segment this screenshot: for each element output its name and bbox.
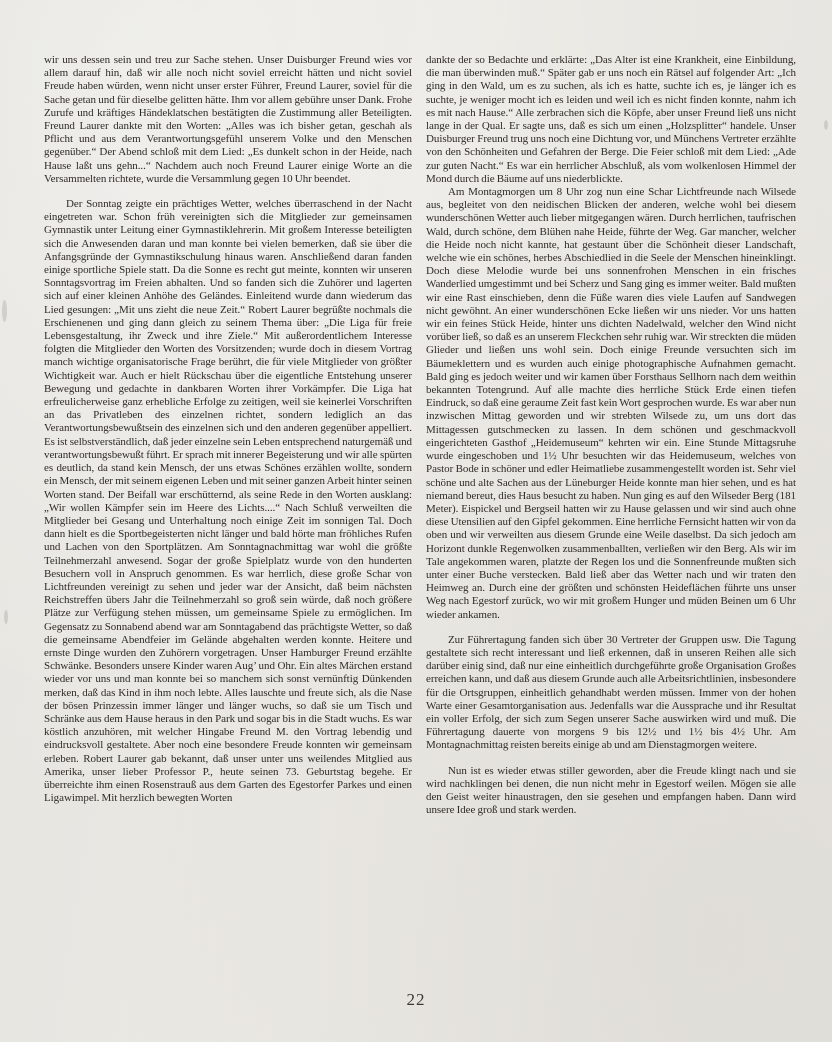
paragraph: Am Montagmorgen um 8 Uhr zog nun eine Schar Lichtfreunde nach Wilsede aus, begleitet von den neidischen Blicken der anderen, welche wohl bei diesem wunderschönen Wetter auch lieber mitgegangen wären. Durch herrlichen, taufrischen Wald, durch schöne, dem Blühen nahe Heide, führte der Weg. Gar mancher, welcher die Heide noch nicht kannte, hat gestaunt über die Schönheit dieser Landschaft, welche wie ein schönes, herbes Abschiedlied in die Seele der Menschen hineinklingt. Doch diese Melodie wurde bei uns sonnenfrohen Menschen in ein frisches Wanderlied umgestimmt und bei Scherz und Sang ging es immer weiter. Bald mußten wir eine Rast einschieben, denn die Füße waren dies viele Laufen auf Sandwegen nicht gewöhnt. An einer wunderschönen Ecke ließen wir uns nieder. Vor uns hatten wir ein feines Stück Heide, hinter uns dichten Nadelwald, welcher den Wind nicht vorüber ließ, so daß es an unserem Fleckchen sehr ruhig war. Wir streckten die müden Glieder und ließen uns wohl sein. Doch einige Freunde versuchten sich im Bäumeklettern und es wurden auch einige photographische Aufnahmen gemacht. Bald ging es jedoch weiter und wir kamen über Forsthaus Sellhorn nach dem weithin bekannten Totengrund. Auf alle machte dies herrliche Stück Erde einen tiefen Eindruck, so daß eine geraume Zeit fast kein Wort gesprochen wurde. Es war aber nun inzwischen Mittag geworden und wir strebten Wilsede zu, um uns dort das Mittagessen gutschmecken zu lassen. In dem schönen und geschmackvoll eingerichteten Gasthof „Heidemuseum“ kehrten wir ein. Eine Stunde Mittagsruhe wurde eingeschoben und 1½ Uhr besuchten wir das Heidemuseum, welches von Pastor Bode in schöner und edler Heimatliebe zusammengestellt worden ist. Sehr viel schöne und alte Sachen aus der Lüneburger Heide konnte man hier sehen, und es hat niemand bereut, dies Haus besucht zu haben. Nun ging es auf den Wilseder Berg (181 Meter). Eispickel und Bergseil hatten wir zu Hause gelassen und wir sind auch ohne diese Utensilien auf den Gipfel gekommen. Eine herrliche Fernsicht hatten wir von da oben und wir verweilten aus diesem Grunde eine Weile daselbst. Da sich jedoch am Horizont dunkle Regenwolken zusammenballten, verließen wir den Berg. Als wir im Tale angekommen waren, platzte der Regen los und die Sonnenfreunde mußten sich unter einer Buche verstecken. Bald ließ aber das Wetter nach und wir traten den Heimweg an. Durch eine der größten und schönsten Heideflächen führte uns unser Weg nach Egestorf zurück, wo wir mit großem Hunger und müden Beinen um 6 Uhr wieder ankamen. [426, 186, 796, 621]
scan-smudge [2, 300, 7, 322]
paragraph: Zur Führertagung fanden sich über 30 Vertreter der Gruppen usw. Die Tagung gestaltete sich recht interessant und ließ erkennen, daß in unseren Reihen alle sich darüber einig sind, daß nur eine einheitlich durchgeführte große Organisation Großes erreichen kann, und daß aus diesem Grunde auch alle Arbeitsrichtlinien, insbesondere für die Ortsgruppen, einheitlich gehandhabt werden müssen. Immer von der hohen Warte einer Gesamtorganisation aus. Jedenfalls war die Aussprache und ihr Resultat ein voller Erfolg, der sich zum Segen unserer Sache auswirken wird und muß. Die Führertagung dauerte von morgens 9 bis 12½ und 1½ bis 4½ Uhr. Am Montagnachmittag reisten bereits einige ab und am Dienstagmorgen weitere. [426, 633, 796, 752]
scan-smudge [824, 120, 828, 130]
scan-smudge [4, 610, 8, 624]
paragraph: Der Sonntag zeigte ein prächtiges Wetter, welches überraschend in der Nacht eingetreten war. Schon früh vereinigten sich die Mitglieder zur gemeinsamen Gymnastik unter Leitung einer Gymnastiklehrerin. Mit großem Interesse beteiligten sich die Anwesenden daran und man konnte bei vielen bemerken, daß sie über die Anfangsgründe der Gymnastikschulung hinaus waren. Anschließend daran fanden einige sportliche Spiele statt. Da die Sonne es recht gut meinte, konnten wir unseren Sonntagsvortrag im Freien abhalten. Und so fanden sich die Zuhörer und lagerten sich auf einer kleinen Anhöhe des Geländes. Einleitend wurde dann wiederum das Lied gesungen: „Mit uns zieht die neue Zeit.“ Robert Laurer begrüßte nochmals die Erschienenen und ging dann gleich zu seinem Thema über: „Die Liga für freie Lebensgestaltung, ihr Zweck und ihre Ziele.“ Mit außerordentlichem Interesse folgten die Mitglieder den Worten des Vorsitzenden; wurde doch in diesem Vortrag manch wichtige organisatorische Frage berührt, die für viele Mitglieder von größter Wichtigkeit war. Auch er hielt Rückschau über die eigentliche Entstehung unserer Bewegung und gedachte in dankbaren Worten ihrer Vorkämpfer. Die Liga hat erfreulicherweise ganz erhebliche Erfolge zu zeitigen, weil sie keinerlei Vorschriften an das Privatleben des einzelnen richtet, sondern lediglich an das Verantwortungsbewußtsein des einzelnen sich und den anderen gegenüber appelliert. Es ist selbstverständlich, daß jeder einzelne sein Leben entsprechend naturgemäß und verantwortungsbewußt führt. Er sprach mit innerer Begeisterung und wir alle spürten es deutlich, da stand kein Mensch, der uns etwas Schönes erzählen wollte, sondern ein Mensch, der mit seinem eigenen Leben und mit seiner ganzen Arbeit hinter seinen Worten stand. Der Beifall war erschütternd, als seine Rede in den Worten ausklang: „Wir wollen Kämpfer sein im Heere des Lichts....“ Nach Schluß verweilten die Mitglieder bei Gesang und Unterhaltung noch einige Zeit im sonnigen Tal. Doch dann hielt es die Sportbegeisterten nicht länger und bald hörte man fröhliches Rufen und Lachen von den Sportplätzen. Am Sonntagnachmittag war wohl die größte Teilnehmerzahl anwesend. Sogar der große Spielplatz wurde von den hunderten Besuchern voll in Anspruch genommen. Es war herrlich, diese große Schar von Lichtfreunden vereinigt zu sehen und jeder war der Ansicht, daß beim nächsten Reichstreffen übers Jahr die Teilnehmerzahl so groß sein würde, daß noch größere Plätze zur Verfügung stehen müssen, um gemeinsame Spiele zu ermöglichen. Im Gegensatz zu Sonnabend abend war am Sonntagabend das prächtigste Wetter, so daß die gemeinsame Abendfeier im Gelände abgehalten werden konnte. Heitere und ernste Dinge wurden den Zuhörern vorgetragen. Unser Hamburger Freund erzählte Schwänke. Besonders unsere Kinder waren Aug’ und Ohr. Ein altes Märchen erstand wieder vor uns und man konnte bei so manchem sich sonst vernünftig Dünkenden merken, daß das Kind in ihm noch lebte. Alles lauschte und freute sich, als die Nase der bösen Prinzessin immer länger und länger wuchs, so daß sie um Tisch und Schränke aus dem Hause heraus in den Park und sogar bis in die Stadt wuchs. Es war köstlich anzuhören, mit welcher Hingabe Freund M. den Vortrag lebendig und eindrucksvoll gestaltete. Aber noch eine besondere Freude konnten wir gemeinsam erleben. Robert Laurer gab bekannt, daß unser unter uns weilendes Mitglied aus Amerika, unser lieber Professor P., heute seinen 73. Geburtstag begehe. Er überreichte ihm einen Rosenstrauß aus dem Garten des Egestorfer Parkes und einen Ligawimpel. Mit herzlich bewegten Worten [44, 198, 412, 805]
paragraph: dankte der so Bedachte und erklärte: „Das Alter ist eine Krankheit, eine Einbildung, die man überwinden muß.“ Später gab er uns noch ein Rätsel auf folgender Art: „Ich ging in den Wald, um es zu suchen, als ich es hatte, suchte ich es, je länger ich es suchte, je weniger mocht ich es leiden und weil ich es nicht finden konnte, nahm ich es mit nach Hause.“ Alle zerbrachen sich die Köpfe, aber unser Freund ließ uns nicht lange in der Qual. Er sagte uns, daß es sich um einen „Holzsplitter“ handele. Unser Duisburger Freund trug uns noch eine Dichtung vor, und Münchens Vertreter erzählte von den Schönheiten und Gefahren der Berge. Die Feier schloß mit dem Lied: „Ade zur guten Nacht.“ Es war ein herrlicher Abschluß, als vom wolkenlosen Himmel der Mond durch die Bäume auf uns niederblickte. [426, 54, 796, 185]
right-column [426, 54, 796, 817]
paragraph: Nun ist es wieder etwas stiller geworden, aber die Freude klingt nach und sie wird nachklingen bei denen, die nun nicht mehr in Egestorf weilen. Mögen sie alle den Geist weiter hinaustragen, den sie gesehen und empfangen haben. Dann wird unsere Idee groß und stark werden. [426, 764, 796, 817]
left-column [44, 54, 412, 817]
text-columns [44, 54, 796, 817]
paragraph: wir uns dessen sein und treu zur Sache stehen. Unser Duisburger Freund wies vor allem darauf hin, daß wir alle noch nicht soviel erreicht hätten und nicht soviel Freude haben würden, wenn nicht unser erster Führer, Freund Laurer, soviel für die Sache getan und für dieselbe gelitten hätte. Ihm vor allem gebühre unser Dank. Frohe Zurufe und kräftiges Händeklatschen bestätigten die Zustimmung aller Beteiligten. Freund Laurer dankte mit den Worten: „Alles was ich bisher getan, geschah als Pflicht und aus dem Verantwortungsgefühl unserem Volke und den Menschen gegenüber.“ Der Abend schloß mit dem Lied: „Es dunkelt schon in der Heide, nach Hause laßt uns gehn...“ Nachdem auch noch Freund Laurer einige Worte an die Versammelten richtete, wurde die Versammlung gegen 10 Uhr beendet. [44, 54, 412, 185]
page-number: 22 [406, 990, 426, 1009]
